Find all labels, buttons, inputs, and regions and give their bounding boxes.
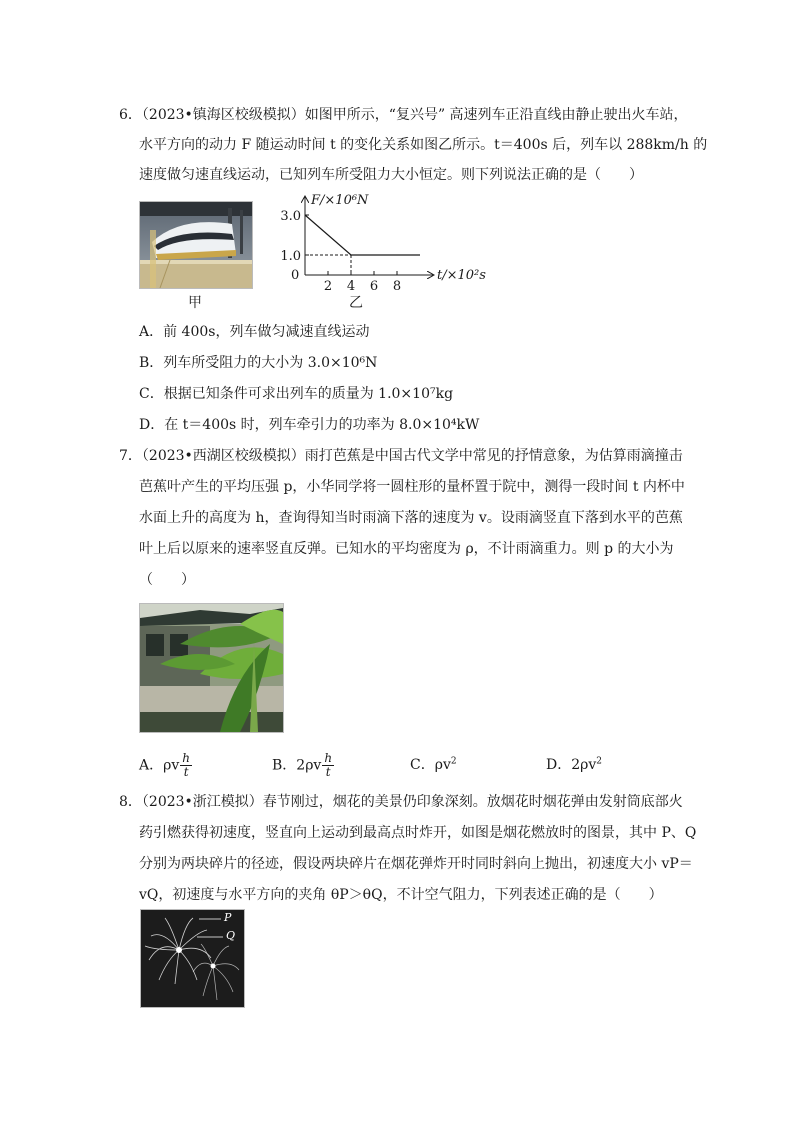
q7-option-d[interactable]: [546, 756, 602, 774]
q6-option-a[interactable]: A．前 400s，列车做匀减速直线运动: [139, 324, 370, 340]
q6-line-2: 水平方向的动力 F 随运动时间 t 的变化关系如图乙所示。t＝400s 后，列车以 288km/h 的: [139, 137, 708, 153]
q7-b-numerator: h: [324, 751, 333, 765]
q6-option-b[interactable]: B．列车所受阻力的大小为 3.0×10⁶N: [139, 355, 378, 371]
banana-leaf-photo: [139, 603, 284, 733]
series-line: [305, 215, 420, 255]
x-axis-label: t/×10²s: [437, 268, 486, 283]
q7-a-numerator: h: [182, 751, 190, 765]
caption-yi: 乙: [349, 295, 363, 311]
y-tick-label: 1.0: [280, 249, 301, 264]
q7-a-fraction: [180, 752, 192, 779]
q7-line-1: 7．（2023•西湖区校级模拟）雨打芭蕉是中国古代文学中常见的抒情意象，为估算雨滴撞击: [119, 448, 683, 464]
q8-line-2: 药引燃获得初速度，竖直向上运动到最高点时炸开，如图是烟花燃放时的图景，其中 P、Q: [139, 825, 697, 841]
q7-option-b[interactable]: [272, 752, 334, 779]
q7-d-label: D．: [546, 757, 572, 773]
q6-option-c[interactable]: C．根据已知条件可求出列车的质量为 1.0×10⁷kg: [139, 386, 454, 402]
q7-option-a[interactable]: [139, 752, 192, 779]
q7-b-label: B．: [272, 757, 297, 774]
q7-b-fraction: [322, 752, 334, 779]
q7-c-exponent: 2: [450, 756, 457, 767]
q8-line-3: 分别为两块碎片的径迹，假设两块碎片在烟花弹炸开时同时斜向上抛出，初速度大小 vP＝: [139, 856, 693, 872]
fireworks-photo: [140, 909, 245, 1008]
label-q: Q: [226, 929, 236, 942]
x-tick-label: 6: [369, 279, 379, 293]
q7-a-coef: ρv: [163, 757, 180, 774]
label-p: P: [224, 911, 232, 924]
q7-b-coef: 2ρv: [296, 757, 322, 774]
force-time-chart: [275, 193, 515, 293]
q7-c-value: ρv: [434, 757, 451, 773]
y-axis-label: F/×10⁶N: [311, 193, 369, 208]
origin-label: 0: [291, 268, 300, 283]
x-tick-label: 4: [346, 279, 356, 293]
q8-line-1: 8．（2023•浙江模拟）春节刚过，烟花的美景仍印象深刻。放烟花时烟花弹由发射筒底部火: [119, 794, 683, 810]
q6-option-d[interactable]: D．在 t＝400s 时，列车牵引力的功率为 8.0×10⁴kW: [139, 417, 480, 433]
q7-a-denominator: t: [183, 765, 189, 779]
q7-line-3: 水面上升的高度为 h，查询得知当时雨滴下落的速度为 v。设雨滴竖直下落到水平的芭蕉: [139, 510, 683, 526]
q7-d-value: 2ρv: [571, 757, 597, 773]
q7-option-c[interactable]: [410, 756, 457, 774]
q7-line-2: 芭蕉叶产生的平均压强 p，小华同学将一圆柱形的量杯置于院中，测得一段时间 t 内杯中: [139, 479, 685, 495]
q7-b-denominator: t: [325, 765, 331, 779]
train-photo: [139, 201, 253, 289]
q7-line-4: 叶上后以原来的速率竖直反弹。已知水的平均密度为 ρ，不计雨滴重力。则 p 的大小为: [139, 541, 674, 557]
q7-c-label: C．: [410, 757, 435, 773]
y-tick-label: 3.0: [280, 209, 301, 224]
caption-jia: 甲: [188, 295, 202, 311]
x-tick-label: 8: [392, 279, 402, 293]
q8-line-4: vQ，初速度与水平方向的夹角 θP＞θQ，不计空气阻力，下列表述正确的是（ ）: [139, 887, 663, 903]
q7-line-5: （ ）: [139, 572, 195, 588]
x-tick-label: 2: [323, 279, 333, 293]
q7-d-exponent: 2: [596, 756, 603, 767]
q6-line-1: 6．（2023•镇海区校级模拟）如图甲所示，“复兴号” 高速列车正沿直线由静止驶出火车站，: [119, 107, 688, 123]
q6-line-3: 速度做匀速直线运动，已知列车所受阻力大小恒定。则下列说法正确的是（ ）: [139, 167, 643, 183]
q7-a-label: A．: [139, 757, 164, 774]
